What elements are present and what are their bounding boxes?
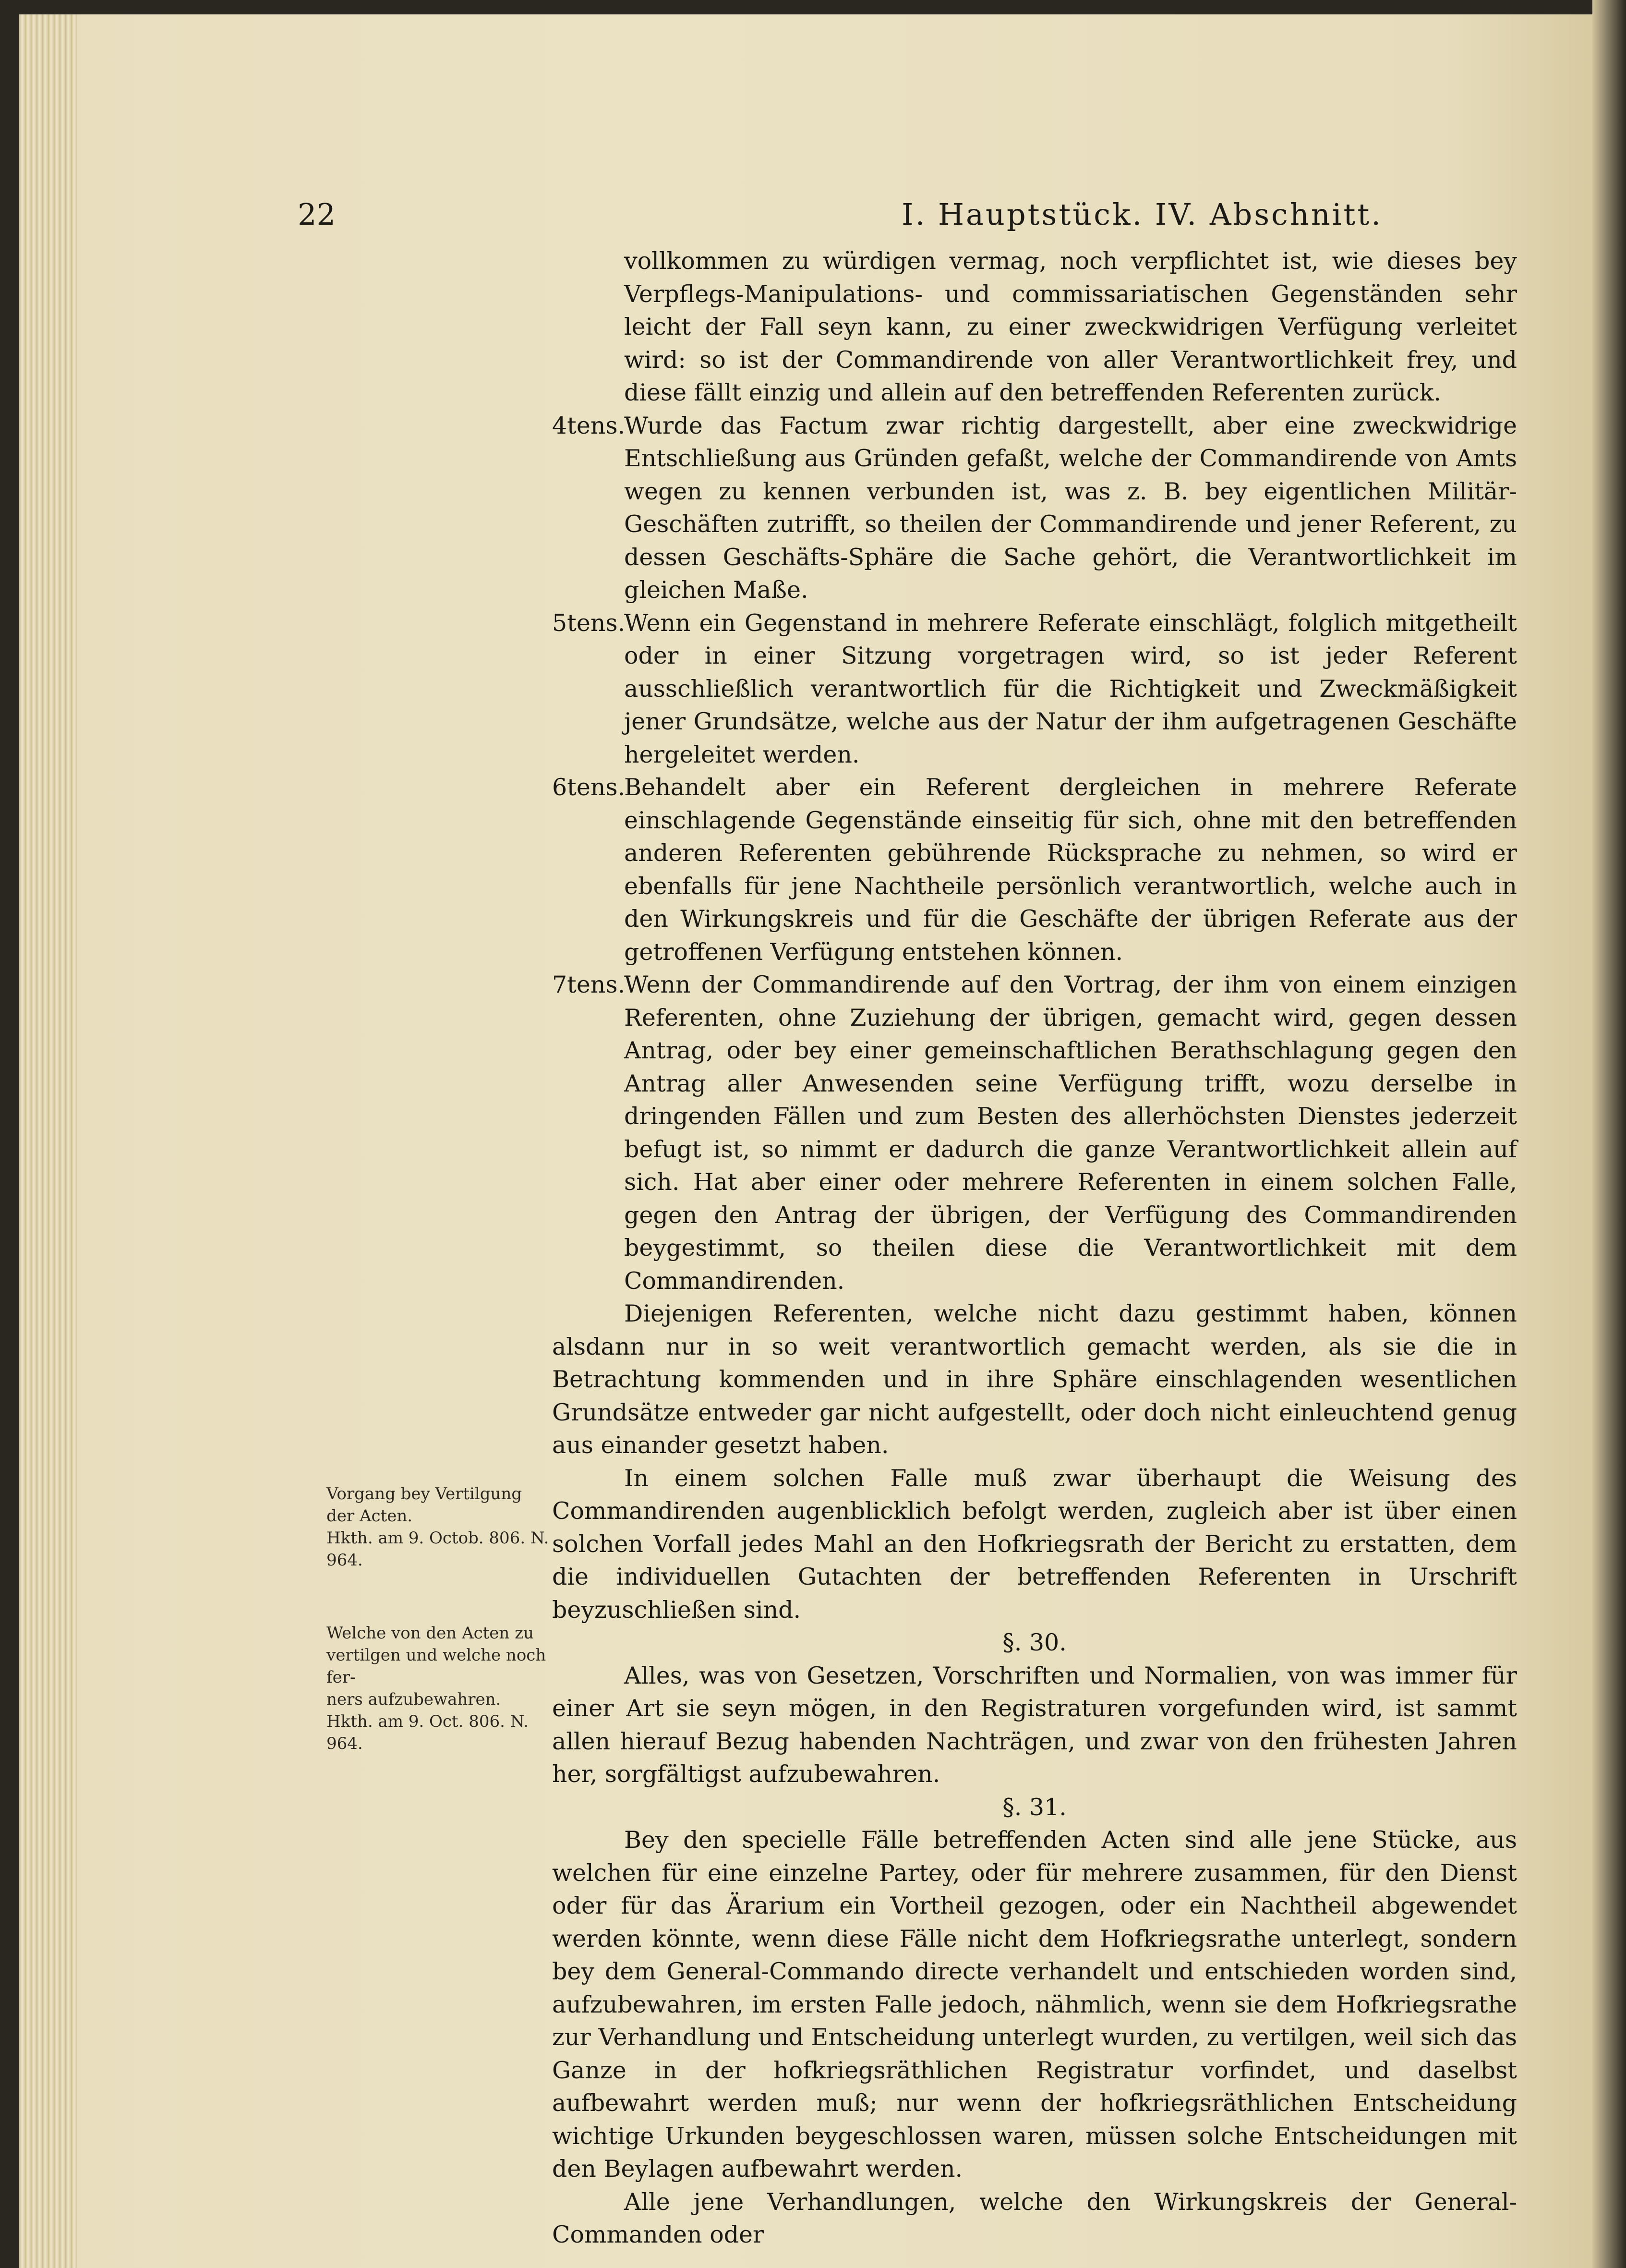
paragraph-6tens (552, 771, 1517, 969)
paragraph-4tens (552, 410, 1517, 607)
body-text (552, 245, 1517, 2252)
item-text: Wenn der Commandirende auf den Vortrag, der ihm von einem einzigen Referenten, ohne Zuziehung der übrigen, gemacht wird, gegen dessen Antrag, oder bey einer gemeinschaftlichen Berathschlagung gegen den Antrag aller Anwesenden seine Verfügung trifft, wozu derselbe in dringenden Fällen und zum Besten des allerhöchsten Dienstes jederzeit befugt ist, so nimmt er dadurch die ganze Verantwortlichkeit allein auf sich. Hat aber einer oder mehrere Referenten in einem solchen Falle, gegen den Antrag der übrigen, der Verfügung des Commandirenden beygestimmt, so theilen diese die Verantwortlichkeit mit dem Commandirenden. (624, 971, 1517, 1295)
margin-note-line: Hkth. am 9. Octob. 806. N. 964. (326, 1528, 549, 1570)
section-30-text: Alles, was von Gesetzen, Vorschriften und Normalien, von was immer für einer Art sie seyn mögen, in den Registraturen vorgefunden wird, ist sammt allen hierauf Bezug habenden Nachträgen, und zwar von den frühesten Jahren her, sorgfältigst aufzubewahren. (552, 1662, 1517, 1788)
running-title: I. Hauptstück. IV. Abschnitt. (902, 197, 1383, 232)
book-edge (1592, 0, 1626, 2268)
margin-note-aufbewahren (326, 1622, 552, 1755)
item-text: Wenn ein Gegenstand in mehrere Referate einschlägt, folglich mitgetheilt oder in einer Sitzung vorgetragen wird, so ist jeder Referent ausschließlich verantwortlich für die Richtigkeit und Zweckmäßigkeit jener Grundsätze, welche aus der Natur der ihm aufgetragenen Geschäfte hergeleitet werden. (624, 609, 1517, 768)
margin-note-line: ners aufzubewahren. (326, 1690, 501, 1709)
margin-note-line: der Acten. (326, 1506, 413, 1526)
item-text: Behandelt aber ein Referent dergleichen in mehrere Referate einschlagende Gegenstände einseitig für sich, ohne mit den betreffenden anderen Referenten gebührende Rücksprache zu nehmen, so wird er ebenfalls für jene Nachtheile persönlich verantwortlich, welche auch in den Wirkungskreis und für die Geschäfte der übrigen Referate aus der getroffenen Verfügung entstehen können. (624, 774, 1517, 966)
paragraph-in-einem-solchen-falle: In einem solchen Falle muß zwar überhaupt die Weisung des Commandirenden augenblicklich befolgt werden, zugleich aber ist über einen solchen Vorfall jedes Mahl an den Hofkriegsrath der Bericht zu erstatten, dem die individuellen Gutachten der betreffenden Referenten in Urschrift beyzuschließen sind. (552, 1464, 1517, 1624)
margin-note-vertilgung (326, 1483, 552, 1571)
page-header (298, 197, 1383, 245)
margin-note-line: Welche von den Acten zu (326, 1624, 534, 1643)
item-text: Wurde das Factum zwar richtig dargestellt, aber eine zweckwidrige Entschließung aus Gründen gefaßt, welche der Commandirende von Amts wegen zu kennen verbunden ist, was z. B. bey eigentlichen Militär-Geschäften zutrifft, so theilen der Commandirende und jener Referent, zu dessen Geschäfts-Sphäre die Sache gehört, die Verantwortlichkeit im gleichen Maße. (624, 412, 1517, 604)
paragraph-5tens (552, 607, 1517, 772)
section-heading-30: §. 30. (1002, 1629, 1067, 1656)
item-number: 5tens. (552, 609, 626, 637)
paragraph-7tens (552, 969, 1517, 1298)
item-number: 7tens. (552, 971, 626, 998)
item-number: 4tens. (552, 412, 626, 439)
margin-note-line: Vorgang bey Vertilgung (326, 1484, 522, 1504)
section-31-text: Bey den specielle Fälle betreffenden Acten sind alle jene Stücke, aus welchen für eine einzelne Partey, oder für mehrere zusammen, für den Dienst oder für das Ärarium ein Vortheil gezogen, oder ein Nachtheil abgewendet werden könnte, wenn diese Fälle nicht dem Hofkriegsrathe unterlegt, sondern bey dem General-Commando directe verhandelt und entschieden worden sind, aufzubewahren, im ersten Falle jedoch, nähmlich, wenn sie dem Hofkriegsrathe zur Verhandlung und Entscheidung unterlegt wurden, zu vertilgen, weil sich das Ganze in der hofkriegsräthlichen Registratur vorfindet, und daselbst aufbewahrt werden muß; nur wenn der hofkriegsräthlichen Entscheidung wichtige Urkunden beygeschlossen waren, müssen solche Entscheidungen mit den Beylagen aufbewahrt werden. (552, 1826, 1517, 2183)
margin-note-line: Hkth. am 9. Oct. 806. N. 964. (326, 1712, 529, 1753)
page-gutter (19, 14, 77, 2268)
margin-note-line: vertilgen und welche noch fer- (326, 1646, 546, 1687)
paragraph-diejenigen: Diejenigen Referenten, welche nicht dazu gestimmt haben, können alsdann nur in so weit verantwortlich gemacht werden, als sie die in Betrachtung kommenden und in ihre Sphäre einschlagenden wesentlichen Grundsätze entweder gar nicht aufgestellt, oder doch nicht einleuchtend genug aus einander gesetzt haben. (552, 1300, 1517, 1459)
page-number: 22 (298, 197, 336, 232)
paragraph-continuation: vollkommen zu würdigen vermag, noch verpflichtet ist, wie dieses bey Verpflegs-Manipulations- und commissariatischen Gegenständen sehr leicht der Fall seyn kann, zu einer zweckwidrigen Verfügung verleitet wird: so ist der Commandirende von aller Verantwortlichkeit frey, und diese fällt einzig und allein auf den betreffenden Referenten zurück. (624, 247, 1517, 406)
section-31-continuation: Alle jene Verhandlungen, welche den Wirkungskreis der General-Commanden oder (552, 2188, 1517, 2248)
section-heading-31: §. 31. (1002, 1793, 1067, 1821)
item-number: 6tens. (552, 774, 626, 801)
